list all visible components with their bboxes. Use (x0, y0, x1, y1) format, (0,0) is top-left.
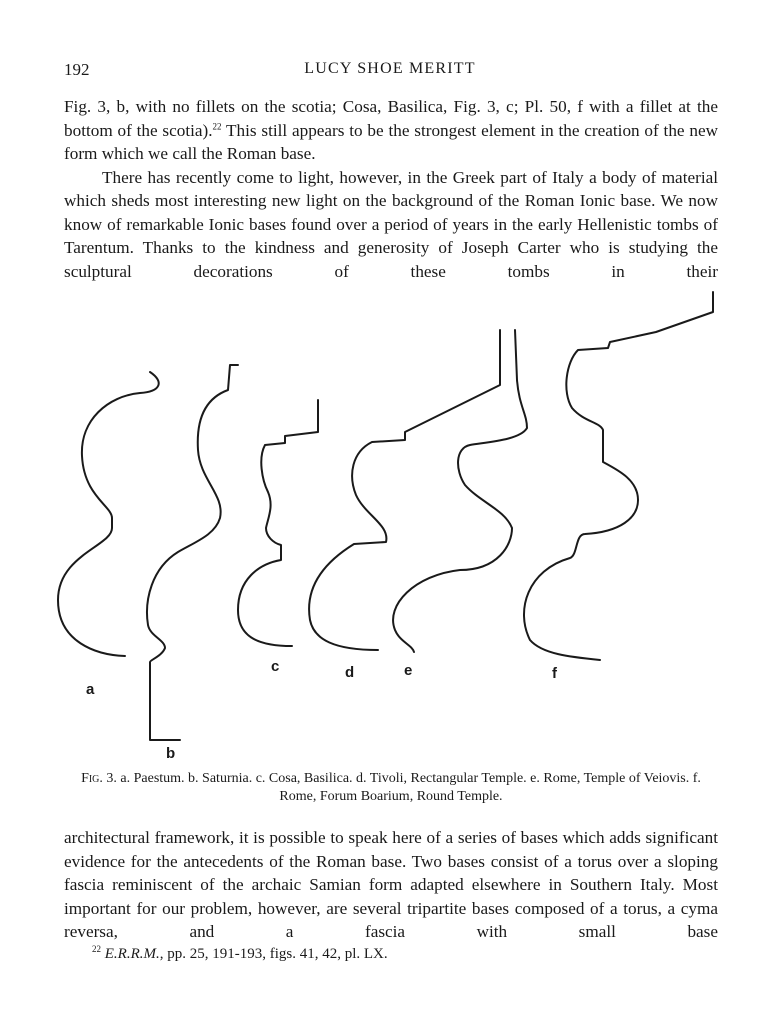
paragraph-text: Fig. 3, b, with no fillets on the scotia; Cosa, Basilica, Fig. 3, c; Pl. 50, f with a fillet at the bottom of the scotia). (64, 97, 718, 140)
figure-label-b: b (166, 745, 176, 762)
top-text-block (64, 95, 718, 283)
profile-f (524, 292, 713, 660)
footnote (92, 946, 388, 963)
paragraph: architectural framework, it is possible to speak here of a series of bases which adds significant evidence for the antecedents of the Roman base. Two bases consist of a torus over a sloping fascia reminiscent of the archaic Samian form adapted elsewhere in Southern Italy. Most important for our problem, however, are several tripartite bases composed of a torus, a cyma reversa, and a fascia with small base (64, 828, 718, 941)
figure-3 (0, 280, 780, 780)
bottom-text-block (64, 826, 718, 944)
figure-label-e: e (404, 662, 413, 679)
caption-text: a. Paestum. b. Saturnia. c. Cosa, Basilica. d. Tivoli, Rectangular Temple. e. Rome, Temple of Veiovis. f. Rome, Forum Boarium, Round Temple. (120, 771, 701, 804)
figure-caption (64, 770, 718, 806)
paragraph: There has recently come to light, however, in the Greek part of Italy a body of material which sheds most interesting new light on the background of the Roman Ionic base. We now know of remarkable Ionic bases found over a period of years in the early Hellenistic tombs of Tarentum. Thanks to the kindness and generosity of Joseph Carter who is studying the sculptural decorations of these tombs in their (64, 167, 718, 281)
footnote-number: 22 (92, 944, 101, 954)
profile-e (393, 330, 527, 652)
profile-c (238, 400, 318, 646)
caption-figure-ref: Fig. 3. (81, 771, 117, 786)
page-number: 192 (64, 60, 90, 79)
footnote-source: E.R.R.M. (104, 946, 160, 962)
profile-b (147, 365, 238, 740)
footnote-details: , pp. 25, 191-193, figs. 41, 42, pl. LX. (159, 946, 388, 962)
footnote-ref: 22 (212, 120, 222, 131)
running-head: LUCY SHOE MERITT (304, 60, 476, 77)
paragraph (64, 95, 718, 166)
figure-label-f: f (552, 665, 557, 682)
figure-label-d: d (345, 664, 355, 681)
figure-label-a: a (86, 681, 95, 698)
paragraph-text: This still appears to be the strongest element in the creation of the new form which we call the Roman base. (64, 120, 718, 163)
base-profiles-drawing (0, 280, 780, 770)
figure-label-c: c (271, 658, 280, 675)
profile-a (58, 372, 159, 656)
